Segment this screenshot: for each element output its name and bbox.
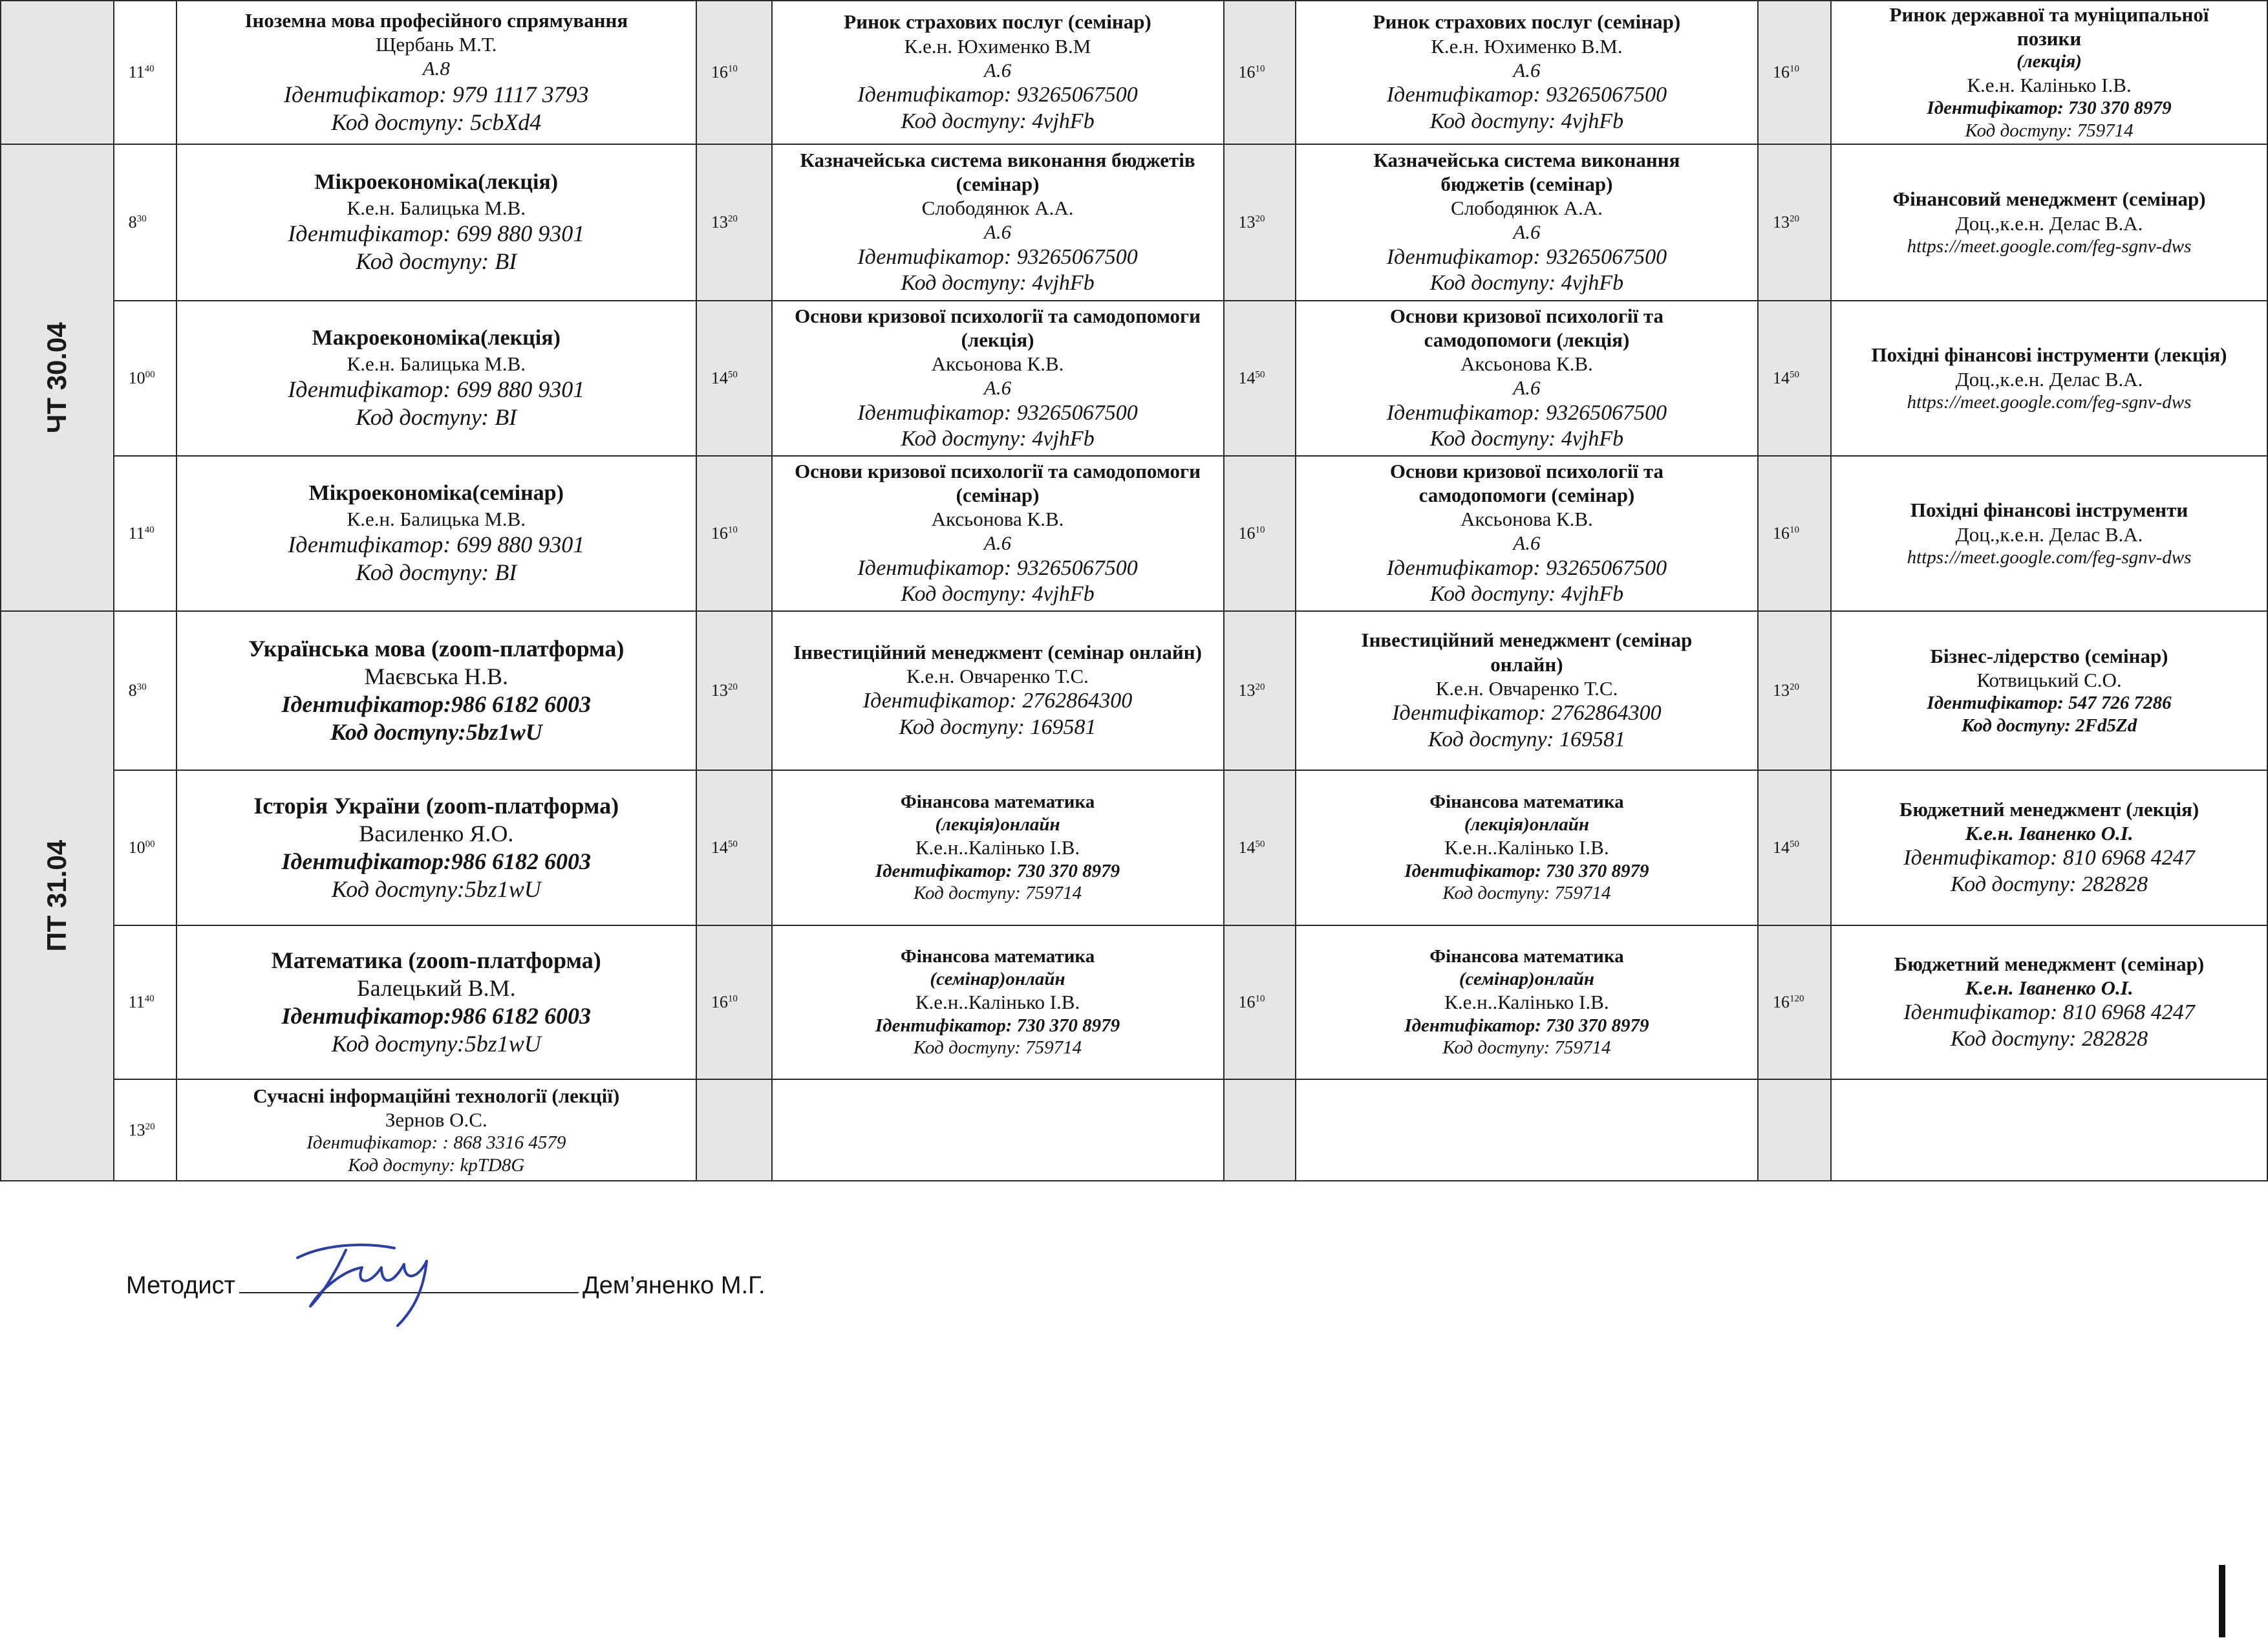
time-cell: $13^{20}$: [114, 1079, 177, 1181]
lesson-cell: Ринок державної та муніципальної позики (лекція) К.е.н. Калінько І.В. Ідентифікатор: 730 370 8979 Код доступу: 759714: [1831, 1, 2267, 144]
signer-name: Дем’яненко М.Г.: [583, 1272, 765, 1299]
meet-link: https://meet.google.com/feg-sgnv-dws: [1907, 235, 2192, 257]
lesson-cell: Основи кризової психології та самодопомоги (лекція) Аксьонова К.В. А.6 Ідентифікатор: 93265067500 Код доступу: 4vjhFb: [1296, 301, 1758, 456]
lesson-cell: Казначейська система виконання бюджетів (семінар) Слободянюк А.А. А.6 Ідентифікатор: 93265067500 Код доступу: 4vjhFb: [772, 144, 1224, 301]
table-row: [1, 144, 2267, 301]
time-cell: $11^{40}$: [114, 925, 177, 1079]
empty-cell: [696, 1079, 772, 1181]
time-cell: $16^{10}$: [1224, 1, 1296, 144]
lesson-cell: Іноземна мова професійного спрямування Щербань М.Т. А.8 Ідентифікатор: 979 1117 3793 Код доступу: 5cbXd4: [177, 1, 696, 144]
time-cell: $10^{00}$: [114, 301, 177, 456]
lesson-cell: Мікроекономіка(лекція) К.е.н. Балицька М.В. Ідентифікатор: 699 880 9301 Код доступу: BI: [177, 144, 696, 301]
lesson-cell: Бюджетний менеджмент (семінар) К.е.н. Іваненко О.І. Ідентифікатор: 810 6968 4247 Код доступу: 282828: [1831, 925, 2267, 1079]
time-cell: $8^{30}$: [114, 611, 177, 770]
time-cell: $13^{20}$: [696, 144, 772, 301]
time-cell: $16^{120}$: [1758, 925, 1831, 1079]
time-cell: $14^{50}$: [696, 770, 772, 925]
day-label: ПТ 31.04: [41, 840, 72, 952]
day-cell: [1, 611, 114, 1181]
lesson-cell: Бізнес-лідерство (семінар) Котвицький С.О. Ідентифікатор: 547 726 7286 Код доступу: 2Fd5Zd: [1831, 611, 2267, 770]
signature-block: [126, 1267, 765, 1300]
time-cell: $11^{40}$: [114, 456, 177, 611]
time-cell: $14^{50}$: [1758, 770, 1831, 925]
lesson-cell: Казначейська система виконання бюджетів (семінар) Слободянюк А.А. А.6 Ідентифікатор: 93265067500 Код доступу: 4vjhFb: [1296, 144, 1758, 301]
time-cell: $11^{40}$: [114, 1, 177, 144]
lesson-cell: Сучасні інформаційні технології (лекції) Зернов О.С. Ідентифікатор: : 868 3316 4579 Код доступу: kpTD8G: [177, 1079, 696, 1181]
time-cell: $14^{50}$: [1224, 770, 1296, 925]
lesson-cell: Основи кризової психології та самодопомоги (семінар) Аксьонова К.В. А.6 Ідентифікатор: 93265067500 Код доступу: 4vjhFb: [1296, 456, 1758, 611]
day-label: ЧТ 30.04: [41, 322, 72, 433]
time-cell: $14^{50}$: [696, 301, 772, 456]
table-row: [1, 456, 2267, 611]
time-cell: $16^{10}$: [696, 456, 772, 611]
lesson-cell: Фінансова математика (лекція)онлайн К.е.н..Калінько І.В. Ідентифікатор: 730 370 8979 Код доступу: 759714: [1296, 770, 1758, 925]
signature-line: [239, 1267, 579, 1293]
time-cell: $16^{10}$: [1224, 456, 1296, 611]
time-cell: $14^{50}$: [1224, 301, 1296, 456]
time-cell: $16^{10}$: [696, 1, 772, 144]
day-cell: [1, 144, 114, 611]
lesson-cell: Мікроекономіка(семінар) К.е.н. Балицька М.В. Ідентифікатор: 699 880 9301 Код доступу: BI: [177, 456, 696, 611]
lesson-cell: Похідні фінансові інструменти Доц.,к.е.н. Делас В.А. https://meet.google.com/feg-sgnv-dws: [1831, 456, 2267, 611]
lesson-cell: Фінансова математика (лекція)онлайн К.е.н..Калінько І.В. Ідентифікатор: 730 370 8979 Код доступу: 759714: [772, 770, 1224, 925]
empty-cell: [772, 1079, 1224, 1181]
lesson-cell: Макроекономіка(лекція) К.е.н. Балицька М.В. Ідентифікатор: 699 880 9301 Код доступу: BI: [177, 301, 696, 456]
lesson-cell: Фінансова математика (семінар)онлайн К.е.н..Калінько І.В. Ідентифікатор: 730 370 8979 Код доступу: 759714: [772, 925, 1224, 1079]
lesson-cell: Бюджетний менеджмент (лекція) К.е.н. Іваненко О.І. Ідентифікатор: 810 6968 4247 Код доступу: 282828: [1831, 770, 2267, 925]
table-row: [1, 1, 2267, 144]
lesson-cell: Фінансовий менеджмент (семінар) Доц.,к.е.н. Делас В.А. https://meet.google.com/feg-sgnv-dws: [1831, 144, 2267, 301]
lesson-cell: Ринок страхових послуг (семінар) К.е.н. Юхименко В.М. А.6 Ідентифікатор: 93265067500 Код доступу: 4vjhFb: [1296, 1, 1758, 144]
lesson-cell: Українська мова (zoom-платформа) Маєвська Н.В. Ідентифікатор:986 6182 6003 Код доступу:5bz1wU: [177, 611, 696, 770]
time-cell: $13^{20}$: [696, 611, 772, 770]
empty-cell: [1296, 1079, 1758, 1181]
lesson-cell: Інвестиційний менеджмент (семінар онлайн) К.е.н. Овчаренко Т.С. Ідентифікатор: 2762864300 Код доступу: 169581: [1296, 611, 1758, 770]
empty-cell: [1758, 1079, 1831, 1181]
time-cell: $10^{00}$: [114, 770, 177, 925]
table-row: [1, 611, 2267, 770]
empty-cell: [1831, 1079, 2267, 1181]
table-row: [1, 770, 2267, 925]
lesson-cell: Математика (zoom-платформа) Балецький В.М. Ідентифікатор:986 6182 6003 Код доступу:5bz1wU: [177, 925, 696, 1079]
time-cell: $13^{20}$: [1224, 144, 1296, 301]
table-row: [1, 301, 2267, 456]
meet-link: https://meet.google.com/feg-sgnv-dws: [1907, 391, 2192, 413]
time-cell: $16^{10}$: [1758, 456, 1831, 611]
lesson-cell: Інвестиційний менеджмент (семінар онлайн) К.е.н. Овчаренко Т.С. Ідентифікатор: 2762864300 Код доступу: 169581: [772, 611, 1224, 770]
time-cell: $13^{20}$: [1758, 611, 1831, 770]
empty-cell: [1224, 1079, 1296, 1181]
time-cell: $14^{50}$: [1758, 301, 1831, 456]
lesson-cell: Похідні фінансові інструменти (лекція) Доц.,к.е.н. Делас В.А. https://meet.google.com/feg-sgnv-dws: [1831, 301, 2267, 456]
lesson-cell: Ринок страхових послуг (семінар) К.е.н. Юхименко В.М А.6 Ідентифікатор: 93265067500 Код доступу: 4vjhFb: [772, 1, 1224, 144]
lesson-cell: Основи кризової психології та самодопомоги (семінар) Аксьонова К.В. А.6 Ідентифікатор: 93265067500 Код доступу: 4vjhFb: [772, 456, 1224, 611]
time-cell: $8^{30}$: [114, 144, 177, 301]
time-cell: $16^{10}$: [1224, 925, 1296, 1079]
signer-role: Методист: [126, 1272, 236, 1299]
day-cell-empty: [1, 1, 114, 144]
lesson-cell: Основи кризової психології та самодопомоги (лекція) Аксьонова К.В. А.6 Ідентифікатор: 93265067500 Код доступу: 4vjhFb: [772, 301, 1224, 456]
lesson-cell: Історія України (zoom-платформа) Василенко Я.О. Ідентифікатор:986 6182 6003 Код доступу:5bz1wU: [177, 770, 696, 925]
lesson-cell: Фінансова математика (семінар)онлайн К.е.н..Калінько І.В. Ідентифікатор: 730 370 8979 Код доступу: 759714: [1296, 925, 1758, 1079]
signature-image: [284, 1232, 478, 1329]
time-cell: $13^{20}$: [1224, 611, 1296, 770]
time-cell: $16^{10}$: [1758, 1, 1831, 144]
table-row: [1, 1079, 2267, 1181]
time-cell: $16^{10}$: [696, 925, 772, 1079]
meet-link: https://meet.google.com/feg-sgnv-dws: [1907, 546, 2192, 568]
scan-mark: [2219, 1565, 2225, 1637]
time-cell: $13^{20}$: [1758, 144, 1831, 301]
table-row: [1, 925, 2267, 1079]
